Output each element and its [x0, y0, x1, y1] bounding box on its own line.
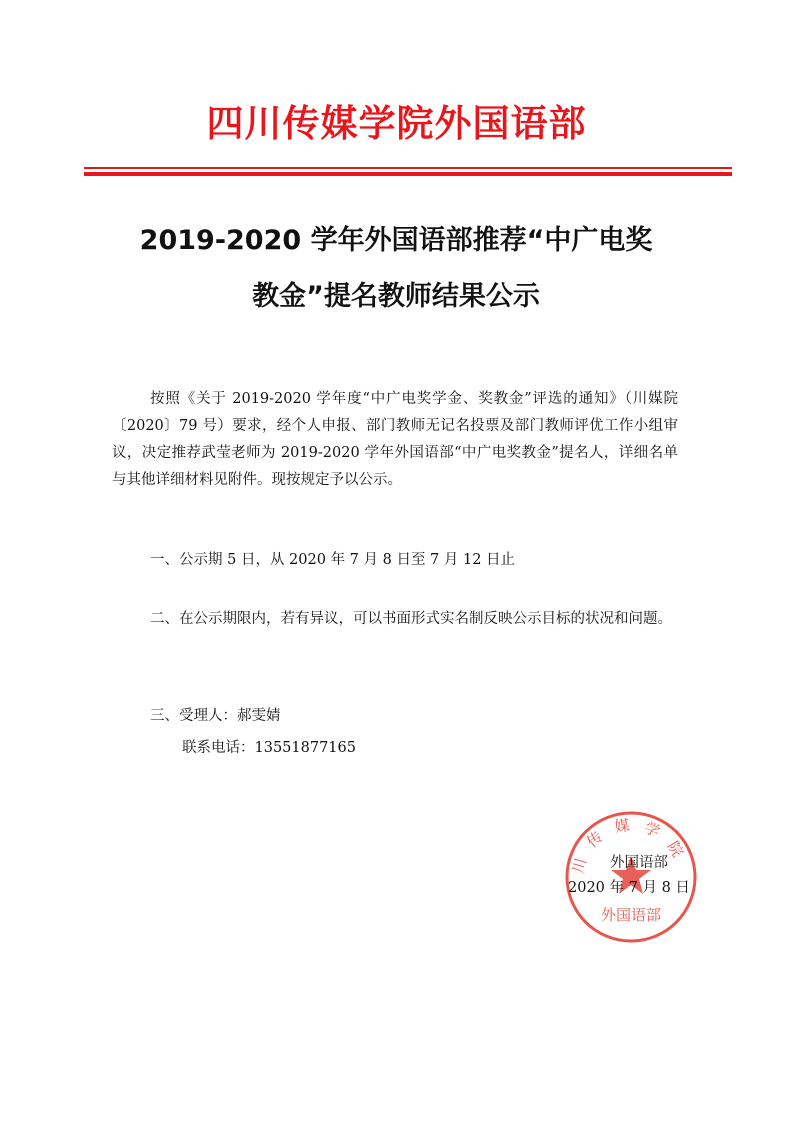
header-rule-thick — [84, 172, 732, 176]
notice-contact-phone: 联系电话：13551877165 — [182, 740, 356, 756]
notice-item-period: 一、公示期 5 日，从 2020 年 7 月 8 日至 7 月 12 日止 — [150, 552, 516, 568]
notice-item-contact-person: 三、受理人：郝雯婧 — [150, 708, 281, 724]
document-title — [96, 213, 696, 325]
body-paragraph-intro: 按照《关于 2019-2020 学年度“中广电奖学金、奖教金”评选的通知》（川媒院〔2020〕79 号）要求，经个人申报、部门教师无记名投票及部门教师评优工作小组审议，决定推荐武莹老师为 2019-2020 学年外国语部“中广电奖教金”提名人，详细名单与其他详细材料见附件。现按规定予以公示。 — [112, 391, 678, 488]
document-title-line-1: 2019-2020 学年外国语部推荐“中广电奖 — [139, 225, 653, 256]
organization-header: 四川传媒学院外国语部 — [206, 102, 587, 145]
seal-bottom-text: 外国语部 — [600, 906, 662, 924]
header-rule-thin — [84, 167, 732, 169]
signature-department: 外国语部 — [610, 855, 668, 871]
notice-item-objection: 二、在公示期限内，若有异议，可以书面形式实名制反映公示目标的状况和问题。 — [150, 611, 672, 627]
signature-date: 2020 年 7 月 8 日 — [568, 880, 690, 896]
document-title-line-2: 教金”提名教师结果公示 — [252, 281, 540, 312]
seal-top-text: 川 传 媒 学 院 — [568, 815, 690, 876]
